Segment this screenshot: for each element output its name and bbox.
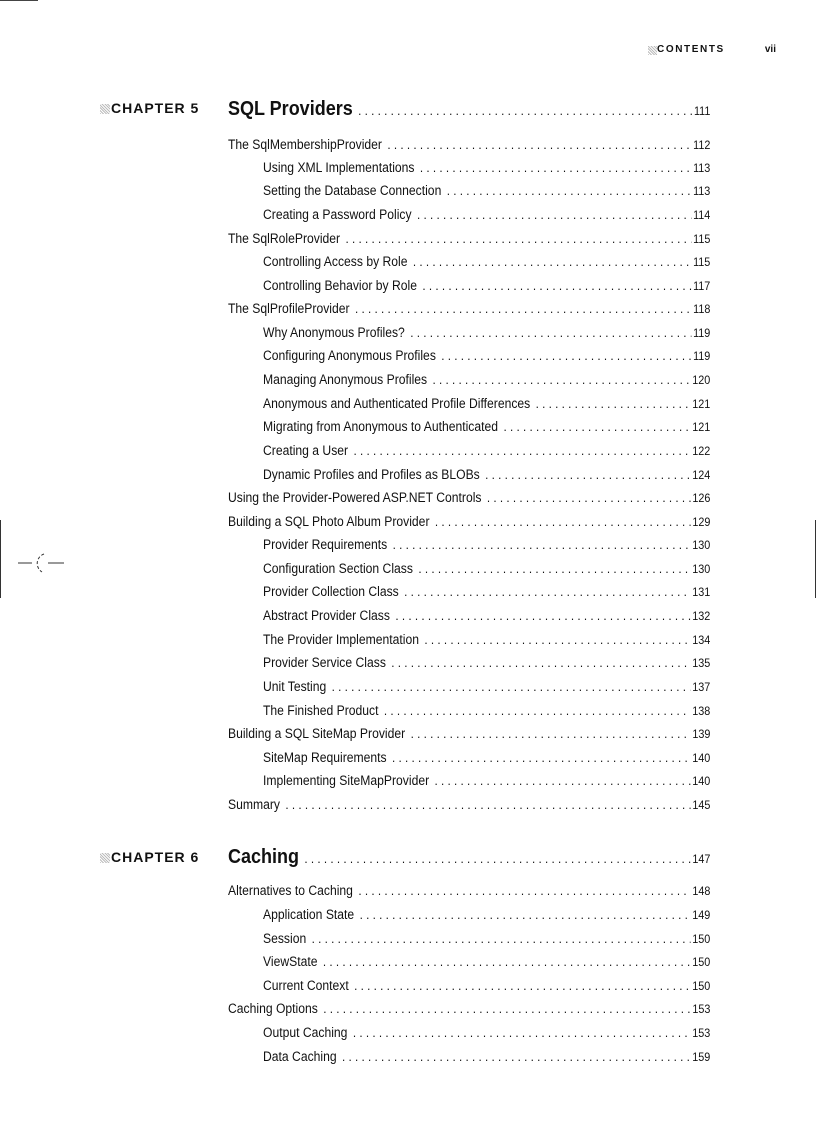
header-page-number: vii (764, 44, 776, 55)
toc-entry-text: Using XML Implementations (263, 160, 415, 175)
toc-entry-page: 129 (692, 515, 711, 529)
toc-entry[interactable] (263, 158, 710, 178)
dot-leader (323, 999, 690, 1019)
dot-leader (411, 724, 691, 744)
toc-entry[interactable] (263, 748, 710, 768)
toc-entry-text: Current Context (263, 978, 349, 993)
toc-entry-page: 121 (692, 397, 711, 411)
toc-entry-page: 140 (692, 751, 711, 765)
toc-entry-text: Session (263, 931, 307, 946)
registration-mark-icon (18, 548, 66, 578)
toc-entry[interactable] (228, 512, 710, 532)
registration-line-left (0, 520, 1, 598)
toc-entry-text: Caching Options (228, 1001, 318, 1016)
toc-entry-page: 150 (692, 932, 711, 946)
toc-entry[interactable] (228, 999, 710, 1019)
toc-entry[interactable] (228, 488, 710, 508)
toc-entry[interactable] (263, 535, 710, 555)
dot-leader (487, 488, 691, 508)
dot-leader (410, 323, 691, 343)
toc-entry[interactable] (263, 1047, 710, 1067)
toc-entry-page: 121 (692, 420, 711, 434)
toc-entry-text: Provider Collection Class (263, 584, 399, 599)
dot-leader (413, 252, 691, 272)
toc-entry-text: Abstract Provider Class (263, 608, 390, 623)
toc-entry[interactable] (263, 582, 710, 602)
toc-entry-text: Unit Testing (263, 679, 327, 694)
toc-entry-page: 150 (692, 979, 711, 993)
toc-entry-text: Implementing SiteMapProvider (263, 773, 430, 788)
dot-leader (358, 98, 692, 124)
toc-entry-text: The SqlMembershipProvider (228, 137, 382, 152)
toc-entry-page: 159 (692, 1050, 711, 1064)
dot-leader (435, 512, 691, 532)
header-marker-icon (648, 46, 657, 55)
toc-entry[interactable] (263, 394, 710, 414)
running-header (640, 44, 780, 58)
chapter-marker-icon (100, 853, 110, 863)
toc-entry-page: 117 (693, 279, 711, 293)
toc-entry[interactable] (263, 441, 710, 461)
toc-entry[interactable] (263, 929, 710, 949)
toc-entry-page: 153 (692, 1002, 711, 1016)
toc-entry-text: Data Caching (263, 1049, 337, 1064)
dot-leader (433, 370, 691, 390)
toc-entry-page: 140 (692, 774, 711, 788)
toc-entry[interactable] (263, 905, 710, 925)
dot-leader (384, 701, 691, 721)
dot-leader (353, 1023, 691, 1043)
toc-entry-text: Creating a Password Policy (263, 207, 412, 222)
chapter-title: SQL Providers (228, 98, 353, 120)
toc-entry-page: 135 (692, 656, 711, 670)
dot-leader (285, 795, 690, 815)
chapter-title: Caching (228, 846, 300, 868)
toc-entry[interactable] (263, 276, 710, 296)
header-section-title: CONTENTS (657, 44, 725, 55)
dot-leader (536, 394, 691, 414)
chapter-marker-icon (100, 104, 110, 114)
toc-entry-page: 153 (692, 1026, 711, 1040)
toc-entry[interactable] (263, 653, 710, 673)
toc-entry-page: 145 (692, 798, 711, 812)
toc-entry-page: 149 (692, 908, 711, 922)
toc-entry-page: 130 (692, 538, 711, 552)
toc-entry-text: SiteMap Requirements (263, 750, 387, 765)
toc-entry-text: Creating a User (263, 443, 349, 458)
toc-entry[interactable] (228, 299, 710, 319)
toc-entry-text: Controlling Access by Role (263, 254, 408, 269)
toc-entry-page: 139 (692, 727, 711, 741)
toc-entry-page: 150 (692, 955, 711, 969)
toc-entry-page: 119 (693, 349, 711, 363)
dot-leader (424, 630, 690, 650)
toc-entry-page: 112 (693, 138, 711, 152)
dot-leader (485, 465, 690, 485)
dot-leader (355, 299, 691, 319)
dot-leader (441, 346, 691, 366)
toc-entry[interactable] (228, 881, 710, 901)
dot-leader (404, 582, 690, 602)
dot-leader (417, 205, 691, 225)
toc-entry-text: Migrating from Anonymous to Authenticated (263, 419, 499, 434)
dot-leader (312, 929, 691, 949)
toc-entry[interactable] (228, 229, 710, 249)
toc-entry-page: 113 (693, 161, 711, 175)
toc-entry-text: The Finished Product (263, 703, 379, 718)
dot-leader (360, 905, 691, 925)
toc-entry-page: 118 (693, 302, 711, 316)
toc-entry-text: The SqlProfileProvider (228, 301, 350, 316)
toc-entry[interactable] (263, 181, 710, 201)
chapter-title-line[interactable] (228, 96, 710, 122)
toc-entry-page: 113 (693, 184, 711, 198)
toc-entry[interactable] (263, 205, 710, 225)
toc-entry-text: Alternatives to Caching (228, 883, 353, 898)
chapter-title-line[interactable] (228, 844, 710, 870)
toc-entry-page: 115 (693, 232, 711, 246)
dot-leader (387, 135, 691, 155)
toc-entry[interactable] (228, 795, 710, 815)
toc-entry[interactable] (228, 724, 710, 744)
toc-entry[interactable] (263, 976, 710, 996)
dot-leader (391, 653, 690, 673)
dot-leader (353, 441, 690, 461)
toc-entry-page: 132 (692, 609, 711, 623)
toc-entry-page: 122 (692, 444, 711, 458)
toc-entry[interactable] (263, 417, 710, 437)
crop-mark (0, 0, 38, 1)
toc-entry[interactable] (263, 630, 710, 650)
toc-entry-text: Managing Anonymous Profiles (263, 372, 428, 387)
chapter-page: 147 (692, 852, 711, 866)
dot-leader (418, 559, 690, 579)
dot-leader (323, 952, 691, 972)
toc-entry-page: 134 (692, 633, 711, 647)
chapter-page: 111 (693, 104, 711, 118)
chapter-label: CHAPTER 5 (100, 99, 199, 117)
chapter-label: CHAPTER 6 (100, 848, 199, 866)
dot-leader (395, 606, 690, 626)
toc-entry-text: ViewState (263, 954, 318, 969)
toc-entry-text: The SqlRoleProvider (228, 231, 341, 246)
dot-leader (354, 976, 690, 996)
toc-entry-page: 148 (692, 884, 711, 898)
dot-leader (393, 535, 691, 555)
toc-entry-page: 131 (692, 585, 711, 599)
toc-entry-text: Building a SQL SiteMap Provider (228, 726, 406, 741)
toc-entry-page: 119 (693, 326, 711, 340)
toc-entry[interactable] (263, 701, 710, 721)
toc-entry-text: Configuration Section Class (263, 561, 413, 576)
toc-entry[interactable] (263, 370, 710, 390)
toc-entry[interactable] (228, 135, 710, 155)
dot-leader (447, 181, 692, 201)
toc-entry-text: Provider Service Class (263, 655, 386, 670)
toc-entry[interactable] (263, 252, 710, 272)
toc-entry-text: Configuring Anonymous Profiles (263, 348, 436, 363)
toc-entry-text: The Provider Implementation (263, 632, 420, 647)
toc-entry-page: 137 (692, 680, 711, 694)
dot-leader (346, 229, 692, 249)
toc-entry-text: Building a SQL Photo Album Provider (228, 514, 430, 529)
toc-entry[interactable] (263, 323, 710, 343)
toc-entry-text: Setting the Database Connection (263, 183, 442, 198)
toc-entry-page: 126 (692, 491, 711, 505)
dot-leader (422, 276, 691, 296)
toc-entry-text: Output Caching (263, 1025, 348, 1040)
dot-leader (435, 771, 691, 791)
dot-leader (332, 677, 691, 697)
dot-leader (503, 417, 690, 437)
dot-leader (358, 881, 690, 901)
toc-entry-page: 114 (693, 208, 711, 222)
toc-entry[interactable] (263, 1023, 710, 1043)
toc-entry[interactable] (263, 559, 710, 579)
toc-entry-page: 115 (693, 255, 711, 269)
toc-entry-text: Dynamic Profiles and Profiles as BLOBs (263, 467, 480, 482)
dot-leader (420, 158, 691, 178)
dot-leader (392, 748, 690, 768)
toc-entry-text: Summary (228, 797, 280, 812)
toc-entry-page: 124 (692, 468, 711, 482)
toc-entry-text: Provider Requirements (263, 537, 388, 552)
toc-entry-text: Anonymous and Authenticated Profile Differences (263, 396, 531, 411)
toc-entry[interactable] (263, 346, 710, 366)
dot-leader (342, 1047, 690, 1067)
toc-entry[interactable] (263, 677, 710, 697)
toc-entry[interactable] (263, 952, 710, 972)
toc-entry[interactable] (263, 606, 710, 626)
toc-entry-text: Using the Provider-Powered ASP.NET Controls (228, 490, 482, 505)
dot-leader (304, 846, 690, 872)
toc-entry-page: 138 (692, 704, 711, 718)
toc-entry-text: Application State (263, 907, 355, 922)
toc-entry-page: 120 (692, 373, 711, 387)
toc-entry-text: Why Anonymous Profiles? (263, 325, 405, 340)
toc-entry-page: 130 (692, 562, 711, 576)
toc-entry[interactable] (263, 771, 710, 791)
toc-entry[interactable] (263, 465, 710, 485)
toc-entry-text: Controlling Behavior by Role (263, 278, 417, 293)
